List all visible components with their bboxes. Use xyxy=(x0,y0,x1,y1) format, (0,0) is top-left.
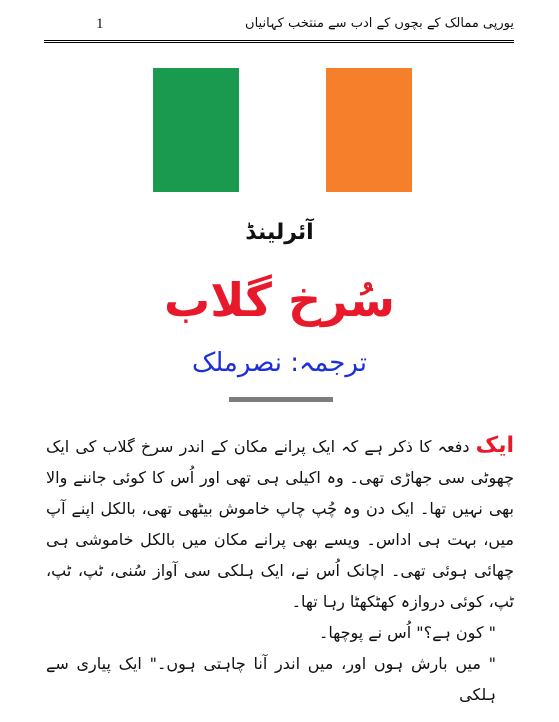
divider-rule xyxy=(229,397,333,402)
paragraph-text: دفعہ کا ذکر ہے کہ ایک پرانے مکان کے اندر سرخ گلاب کی ایک چھوٹی سی جھاڑی تھی۔ وہ اکیلی ہی تھی اور اُس کا کوئی جاننے والا بھی نہیں تھا۔ ایک دن وہ چُپ چاپ خاموش بیٹھی تھی، بالکل اپنے آپ میں، بہت ہی اداس۔ ویسے بھی پرانے مکان میں بالکل خاموشی ہی چھائی ہوئی تھی۔ اچانک اُس نے، ایک ہلکی سی آواز سُنی، ٹپ، ٹپ، ٹپ، کوئی دروازہ کھٹکھٹا رہا تھا۔ xyxy=(46,437,514,611)
running-head: یورپی ممالک کے بچوں کے ادب سے منتخب کہانیاں xyxy=(245,16,514,31)
translator-credit: ترجمہ: نصرملک xyxy=(192,348,367,378)
page-header xyxy=(44,14,514,43)
paragraph xyxy=(46,430,514,617)
country-heading: آئرلینڈ xyxy=(245,220,314,245)
paragraph: " میں بارش ہوں اور، میں اندر آنا چاہتی ہوں۔" ایک پیاری سے ہلکی xyxy=(46,654,496,704)
story-title: سُرخ گلاب xyxy=(164,273,395,327)
story-body xyxy=(46,430,514,710)
lead-word: ایک xyxy=(475,433,514,458)
flag-stripe-orange xyxy=(326,68,412,192)
page-number: 1 xyxy=(96,16,104,32)
ireland-flag-image xyxy=(153,68,412,192)
paragraph: " کون ہے؟" اُس نے پوچھا۔ xyxy=(318,623,496,642)
flag-stripe-white xyxy=(239,68,325,192)
flag-stripe-green xyxy=(153,68,239,192)
